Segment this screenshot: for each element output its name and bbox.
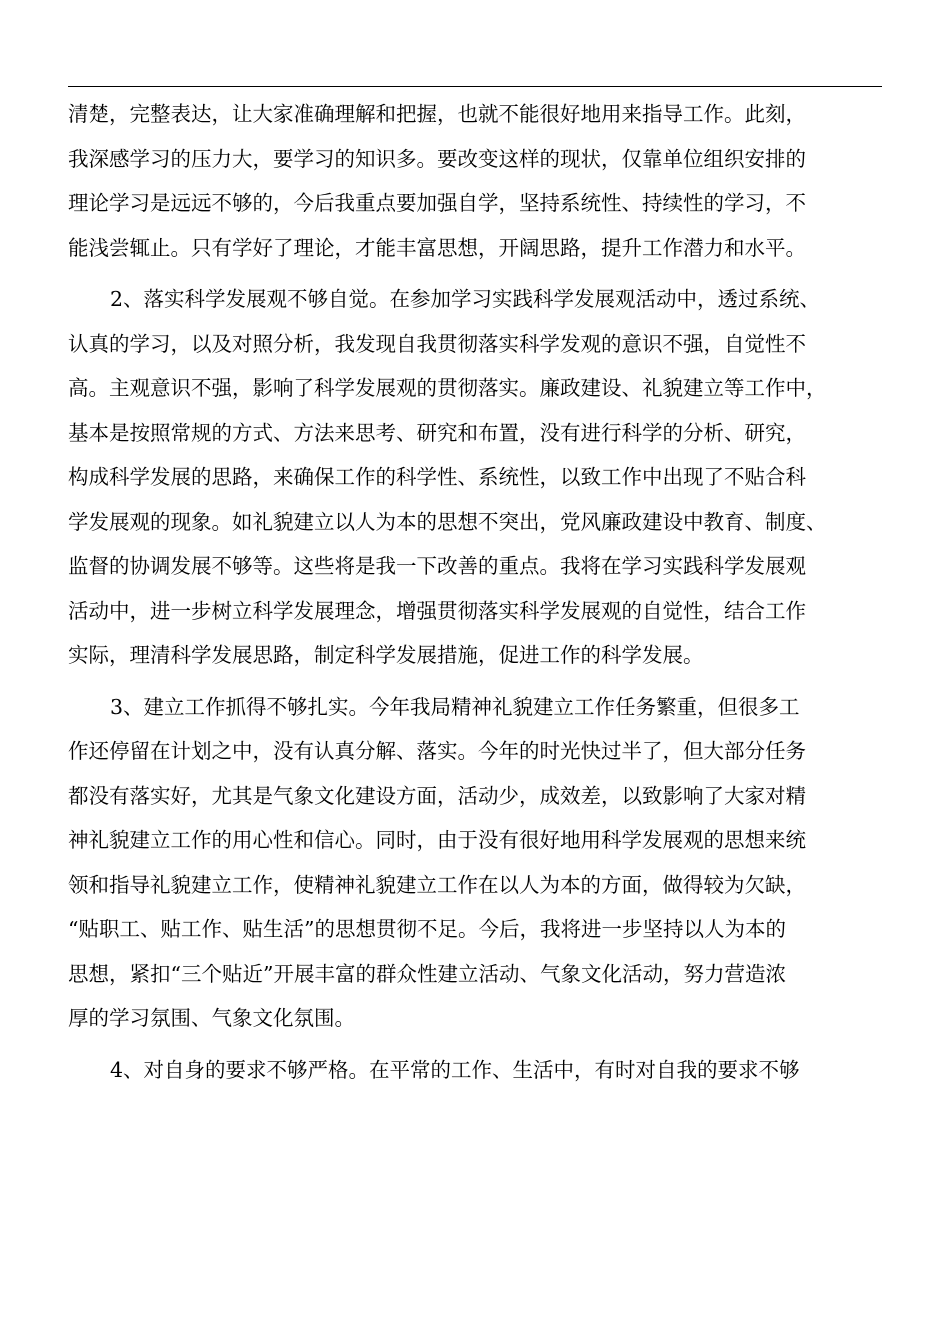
- text-line: 学发展观的现象。如礼貌建立以人为本的思想不突出，党风廉政建设中教育、制度、: [68, 509, 827, 534]
- text-line: 理论学习是远远不够的，今后我重点要加强自学，坚持系统性、持续性的学习，不: [68, 191, 806, 215]
- text-line: 思想，紧扣“三个贴近”开展丰富的群众性建立活动、气象文化活动，努力营造浓: [68, 961, 786, 986]
- text-line: 基本是按照常规的方式、方法来思考、研究和布置，没有进行科学的分析、研究，: [68, 420, 806, 445]
- text-line: 高。主观意识不强，影响了科学发展观的贯彻落实。廉政建设、礼貌建立等工作中，: [68, 376, 827, 400]
- text-line: “贴职工、贴工作、贴生活”的思想贯彻不足。今后，我将进一步坚持以人为本的: [68, 917, 786, 941]
- text-line: 认真的学习，以及对照分析，我发现自我贯彻落实科学发观的意识不强，自觉性不: [68, 331, 806, 356]
- document-body: [68, 92, 882, 1092]
- text-line: 领和指导礼貌建立工作，使精神礼貌建立工作在以人为本的方面，做得较为欠缺，: [68, 872, 806, 897]
- text-line: 作还停留在计划之中，没有认真分解、落实。今年的时光快过半了，但大部分任务: [68, 739, 806, 763]
- text-line: 构成科学发展的思路，来确保工作的科学性、系统性，以致工作中出现了不贴合科: [68, 465, 806, 489]
- text-line: 厚的学习氛围、气象文化氛围。: [68, 1006, 355, 1030]
- text-line: 都没有落实好，尤其是气象文化建设方面，活动少，成效差，以致影响了大家对精: [68, 783, 806, 808]
- text-line: 能浅尝辄止。只有学好了理论，才能丰富思想，开阔思路，提升工作潜力和水平。: [68, 235, 806, 260]
- text-line: 清楚，完整表达，让大家准确理解和把握，也就不能很好地用来指导工作。此刻，: [68, 102, 806, 126]
- text-line: 监督的协调发展不够等。这些将是我一下改善的重点。我将在学习实践科学发展观: [68, 554, 806, 578]
- paragraph-heading-3: 3、建立工作抓得不够扎实。今年我局精神礼貌建立工作任务繁重，但很多工: [110, 694, 800, 719]
- text-line: 神礼貌建立工作的用心性和信心。同时，由于没有很好地用科学发展观的思想来统: [68, 828, 806, 852]
- header-rule: [68, 86, 882, 87]
- text-line: 我深感学习的压力大，要学习的知识多。要改变这样的现状，仅靠单位组织安排的: [68, 146, 806, 171]
- text-line: 实际，理清科学发展思路，制定科学发展措施，促进工作的科学发展。: [68, 643, 704, 667]
- text-line: 活动中，进一步树立科学发展理念，增强贯彻落实科学发展观的自觉性，结合工作: [68, 598, 806, 623]
- paragraph-heading-4: 4、对自身的要求不够严格。在平常的工作、生活中，有时对自我的要求不够: [110, 1057, 800, 1082]
- paragraph-heading-2: 2、落实科学发展观不够自觉。在参加学习实践科学发展观活动中，透过系统、: [110, 287, 821, 311]
